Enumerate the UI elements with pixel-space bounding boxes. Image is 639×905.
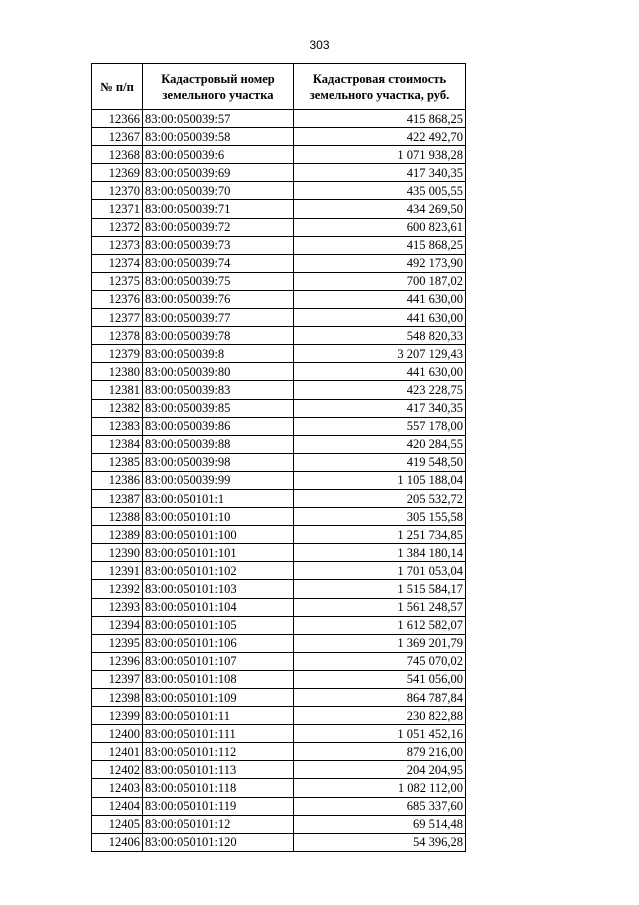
row-cadastral-number: 83:00:050039:88 <box>143 435 294 453</box>
table-row <box>92 254 466 272</box>
row-cadastral-value: 864 787,84 <box>294 689 466 707</box>
row-cadastral-value: 1 105 188,04 <box>294 471 466 489</box>
row-cadastral-value: 600 823,61 <box>294 218 466 236</box>
row-index: 12397 <box>92 670 143 688</box>
row-index: 12378 <box>92 327 143 345</box>
row-cadastral-value: 441 630,00 <box>294 309 466 327</box>
row-index: 12386 <box>92 471 143 489</box>
row-cadastral-value: 1 561 248,57 <box>294 598 466 616</box>
row-cadastral-value: 1 369 201,79 <box>294 634 466 652</box>
table-row <box>92 471 466 489</box>
row-index: 12399 <box>92 707 143 725</box>
table-row <box>92 146 466 164</box>
row-cadastral-value: 205 532,72 <box>294 489 466 507</box>
row-cadastral-value: 435 005,55 <box>294 182 466 200</box>
header-cadastral-value: Кадастровая стоимость земельного участка, руб. <box>294 64 466 110</box>
row-cadastral-value: 434 269,50 <box>294 200 466 218</box>
row-index: 12370 <box>92 182 143 200</box>
row-cadastral-number: 83:00:050039:75 <box>143 272 294 290</box>
row-index: 12405 <box>92 815 143 833</box>
row-cadastral-number: 83:00:050039:58 <box>143 128 294 146</box>
row-index: 12396 <box>92 652 143 670</box>
row-cadastral-value: 423 228,75 <box>294 381 466 399</box>
table-row <box>92 327 466 345</box>
row-cadastral-number: 83:00:050101:102 <box>143 562 294 580</box>
table-row <box>92 309 466 327</box>
row-cadastral-value: 700 187,02 <box>294 272 466 290</box>
row-cadastral-number: 83:00:050039:78 <box>143 327 294 345</box>
table-row <box>92 272 466 290</box>
row-cadastral-value: 417 340,35 <box>294 399 466 417</box>
cadastral-value-table <box>91 63 466 852</box>
row-cadastral-number: 83:00:050101:10 <box>143 508 294 526</box>
row-cadastral-number: 83:00:050039:8 <box>143 345 294 363</box>
page-number: 303 <box>309 38 330 52</box>
table-header-row <box>92 64 466 110</box>
row-cadastral-value: 879 216,00 <box>294 743 466 761</box>
row-index: 12383 <box>92 417 143 435</box>
row-cadastral-value: 420 284,55 <box>294 435 466 453</box>
table-row <box>92 453 466 471</box>
row-index: 12403 <box>92 779 143 797</box>
row-cadastral-value: 305 155,58 <box>294 508 466 526</box>
row-index: 12372 <box>92 218 143 236</box>
table-row <box>92 833 466 851</box>
row-cadastral-value: 1 071 938,28 <box>294 146 466 164</box>
row-cadastral-value: 204 204,95 <box>294 761 466 779</box>
row-cadastral-number: 83:00:050101:105 <box>143 616 294 634</box>
row-index: 12376 <box>92 290 143 308</box>
row-index: 12404 <box>92 797 143 815</box>
row-index: 12401 <box>92 743 143 761</box>
table-row <box>92 417 466 435</box>
row-cadastral-number: 83:00:050101:109 <box>143 689 294 707</box>
table-row <box>92 345 466 363</box>
row-cadastral-value: 54 396,28 <box>294 833 466 851</box>
row-cadastral-number: 83:00:050039:86 <box>143 417 294 435</box>
row-cadastral-number: 83:00:050039:76 <box>143 290 294 308</box>
row-index: 12381 <box>92 381 143 399</box>
table-row <box>92 707 466 725</box>
row-index: 12380 <box>92 363 143 381</box>
row-cadastral-number: 83:00:050101:118 <box>143 779 294 797</box>
row-cadastral-number: 83:00:050039:73 <box>143 236 294 254</box>
table-row <box>92 218 466 236</box>
table-row <box>92 381 466 399</box>
row-cadastral-number: 83:00:050101:113 <box>143 761 294 779</box>
row-cadastral-value: 1 051 452,16 <box>294 725 466 743</box>
row-cadastral-value: 745 070,02 <box>294 652 466 670</box>
row-cadastral-number: 83:00:050039:85 <box>143 399 294 417</box>
row-index: 12374 <box>92 254 143 272</box>
row-cadastral-value: 685 337,60 <box>294 797 466 815</box>
row-index: 12377 <box>92 309 143 327</box>
row-cadastral-value: 1 701 053,04 <box>294 562 466 580</box>
row-cadastral-value: 557 178,00 <box>294 417 466 435</box>
row-cadastral-value: 69 514,48 <box>294 815 466 833</box>
row-cadastral-value: 441 630,00 <box>294 363 466 381</box>
table-row <box>92 743 466 761</box>
row-cadastral-number: 83:00:050039:71 <box>143 200 294 218</box>
row-cadastral-value: 541 056,00 <box>294 670 466 688</box>
row-cadastral-number: 83:00:050039:57 <box>143 110 294 128</box>
row-cadastral-number: 83:00:050101:111 <box>143 725 294 743</box>
row-index: 12375 <box>92 272 143 290</box>
row-cadastral-number: 83:00:050101:12 <box>143 815 294 833</box>
row-index: 12367 <box>92 128 143 146</box>
row-cadastral-value: 548 820,33 <box>294 327 466 345</box>
table-row <box>92 489 466 507</box>
row-cadastral-number: 83:00:050039:98 <box>143 453 294 471</box>
row-index: 12371 <box>92 200 143 218</box>
table-row <box>92 598 466 616</box>
table-row <box>92 689 466 707</box>
row-cadastral-value: 3 207 129,43 <box>294 345 466 363</box>
table-row <box>92 580 466 598</box>
row-cadastral-value: 415 868,25 <box>294 110 466 128</box>
row-index: 12395 <box>92 634 143 652</box>
row-cadastral-number: 83:00:050101:100 <box>143 526 294 544</box>
row-index: 12402 <box>92 761 143 779</box>
row-cadastral-number: 83:00:050101:106 <box>143 634 294 652</box>
table-row <box>92 435 466 453</box>
row-cadastral-number: 83:00:050039:72 <box>143 218 294 236</box>
row-cadastral-value: 419 548,50 <box>294 453 466 471</box>
table-row <box>92 562 466 580</box>
row-cadastral-number: 83:00:050101:11 <box>143 707 294 725</box>
table-row <box>92 399 466 417</box>
row-index: 12393 <box>92 598 143 616</box>
table-row <box>92 779 466 797</box>
table-row <box>92 544 466 562</box>
table-row <box>92 128 466 146</box>
row-index: 12388 <box>92 508 143 526</box>
row-cadastral-number: 83:00:050039:70 <box>143 182 294 200</box>
row-cadastral-number: 83:00:050101:119 <box>143 797 294 815</box>
row-index: 12391 <box>92 562 143 580</box>
row-cadastral-value: 441 630,00 <box>294 290 466 308</box>
row-cadastral-number: 83:00:050039:99 <box>143 471 294 489</box>
row-cadastral-number: 83:00:050101:112 <box>143 743 294 761</box>
row-cadastral-number: 83:00:050039:77 <box>143 309 294 327</box>
row-index: 12394 <box>92 616 143 634</box>
row-cadastral-value: 1 251 734,85 <box>294 526 466 544</box>
row-index: 12389 <box>92 526 143 544</box>
row-index: 12406 <box>92 833 143 851</box>
row-cadastral-value: 492 173,90 <box>294 254 466 272</box>
table-row <box>92 652 466 670</box>
row-cadastral-number: 83:00:050039:80 <box>143 363 294 381</box>
table-row <box>92 670 466 688</box>
row-cadastral-number: 83:00:050101:104 <box>143 598 294 616</box>
row-cadastral-number: 83:00:050101:120 <box>143 833 294 851</box>
row-index: 12373 <box>92 236 143 254</box>
table-row <box>92 634 466 652</box>
table-row <box>92 236 466 254</box>
row-cadastral-value: 1 612 582,07 <box>294 616 466 634</box>
row-index: 12368 <box>92 146 143 164</box>
row-cadastral-value: 1 515 584,17 <box>294 580 466 598</box>
row-index: 12392 <box>92 580 143 598</box>
row-cadastral-number: 83:00:050101:107 <box>143 652 294 670</box>
row-cadastral-value: 415 868,25 <box>294 236 466 254</box>
table-row <box>92 363 466 381</box>
table-row <box>92 290 466 308</box>
row-index: 12390 <box>92 544 143 562</box>
row-index: 12369 <box>92 164 143 182</box>
row-cadastral-value: 1 384 180,14 <box>294 544 466 562</box>
row-cadastral-value: 417 340,35 <box>294 164 466 182</box>
header-cadastral-number: Кадастровый номер земельного участка <box>143 64 294 110</box>
row-cadastral-value: 1 082 112,00 <box>294 779 466 797</box>
row-cadastral-number: 83:00:050101:103 <box>143 580 294 598</box>
row-index: 12398 <box>92 689 143 707</box>
row-cadastral-number: 83:00:050039:6 <box>143 146 294 164</box>
row-cadastral-value: 230 822,88 <box>294 707 466 725</box>
table-row <box>92 200 466 218</box>
row-index: 12384 <box>92 435 143 453</box>
table-row <box>92 182 466 200</box>
table-row <box>92 616 466 634</box>
row-cadastral-number: 83:00:050039:83 <box>143 381 294 399</box>
row-cadastral-value: 422 492,70 <box>294 128 466 146</box>
table-row <box>92 164 466 182</box>
table-row <box>92 725 466 743</box>
table-row <box>92 508 466 526</box>
row-cadastral-number: 83:00:050039:74 <box>143 254 294 272</box>
table-row <box>92 110 466 128</box>
table-row <box>92 797 466 815</box>
row-index: 12387 <box>92 489 143 507</box>
header-index: № п/п <box>92 64 143 110</box>
table-row <box>92 761 466 779</box>
row-cadastral-number: 83:00:050101:108 <box>143 670 294 688</box>
table-row <box>92 815 466 833</box>
row-index: 12400 <box>92 725 143 743</box>
row-cadastral-number: 83:00:050101:101 <box>143 544 294 562</box>
row-index: 12379 <box>92 345 143 363</box>
table-row <box>92 526 466 544</box>
row-index: 12385 <box>92 453 143 471</box>
row-cadastral-number: 83:00:050101:1 <box>143 489 294 507</box>
row-cadastral-number: 83:00:050039:69 <box>143 164 294 182</box>
row-index: 12366 <box>92 110 143 128</box>
row-index: 12382 <box>92 399 143 417</box>
